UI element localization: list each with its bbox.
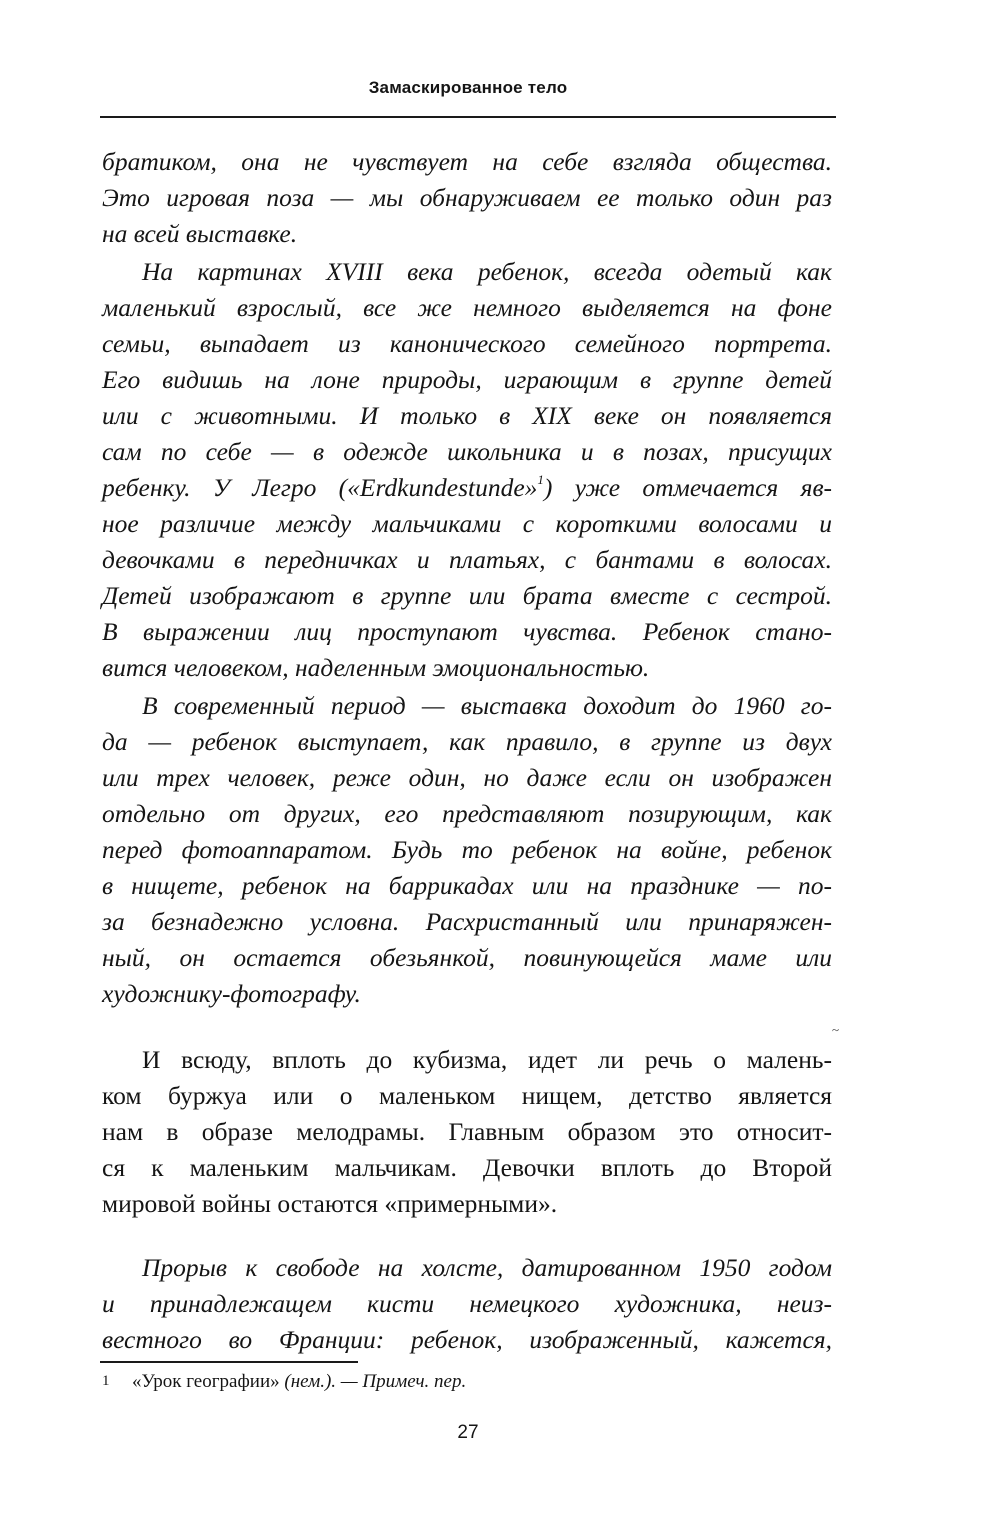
text-line: перед фотоаппаратом. Будь то ребенок на войне, ребенок — [102, 835, 832, 864]
text-line: вестного во Франции: ребенок, изображенный, кажется, — [102, 1325, 832, 1354]
text-line: ся к маленьким мальчикам. Девочки вплоть до Второй — [102, 1153, 832, 1182]
stray-mark: ~ — [832, 1022, 840, 1037]
text-line: И всюду, вплоть до кубизма, идет ли речь о малень- — [142, 1045, 832, 1074]
text-line: в нищете, ребенок на баррикадах или на празднике — по- — [102, 871, 832, 900]
text-line: Его видишь на лоне природы, играющим в группе детей — [102, 365, 832, 394]
text-line: На картинах XVIII века ребенок, всегда одетый как — [142, 257, 832, 286]
text-line: ком буржуа или о маленьком нищем, детство является — [102, 1081, 832, 1110]
footnote-text — [132, 1371, 466, 1393]
text-line: на всей выставке. — [102, 219, 298, 248]
text-line: маленький взрослый, все же немного выделяется на фоне — [102, 293, 832, 322]
text-line: Это игровая поза — мы обнаруживаем ее только один раз — [102, 183, 832, 212]
text-line: девочками в передничках и платьях, с бантами в волосах. — [102, 545, 832, 574]
text-line: ный, он остается обезьянкой, повинующейся маме или — [102, 943, 832, 972]
text-line: ное различие между мальчиками с короткими волосами и — [102, 509, 832, 538]
text-line: В выражении лиц проступают чувства. Ребенок стано- — [102, 617, 832, 646]
text-line: или трех человек, реже один, но даже если он изображен — [102, 763, 832, 792]
text-segment: ) уже отмечается яв- — [543, 473, 832, 502]
footnote-marker: 1 — [537, 472, 544, 487]
text-line: отдельно от других, его представляют позирующим, как — [102, 799, 832, 828]
text-segment: ребенку. У Легро («Erdkundestunde» — [102, 473, 538, 502]
text-line-with-footnote — [102, 470, 832, 506]
text-line: мировой войны остаются «примерными». — [102, 1189, 558, 1218]
text-line: за безнадежно условна. Расхристанный или принаряжен- — [102, 907, 832, 936]
text-line: нам в образе мелодрамы. Главным образом это относит- — [102, 1117, 832, 1146]
page-number: 27 — [457, 1422, 479, 1443]
header-rule — [100, 116, 836, 118]
text-line: сам по себе — в одежде школьника и в позах, присущих — [102, 437, 832, 466]
text-line: художнику-фотографу. — [102, 979, 361, 1008]
running-head: Замаскированное тело — [368, 78, 568, 97]
text-line: семьи, выпадает из канонического семейного портрета. — [102, 329, 832, 358]
text-line: и принадлежащем кисти немецкого художника, неиз- — [102, 1289, 832, 1318]
text-line: Детей изображают в группе или брата вместе с сестрой. — [102, 581, 832, 610]
text-line: В современный период — выставка доходит до 1960 го- — [142, 691, 832, 720]
footnote-italic: (нем.). — Примеч. пер. — [279, 1371, 467, 1392]
footnote-rule — [100, 1361, 358, 1363]
footnote-number: 1 — [102, 1373, 110, 1389]
text-line: вится человеком, наделенным эмоциональностью. — [102, 653, 650, 682]
text-line: братиком, она не чувствует на себе взгляда общества. — [102, 147, 832, 176]
text-line: да — ребенок выступает, как правило, в группе из двух — [102, 727, 832, 756]
text-line: или с животными. И только в XIX веке он появляется — [102, 401, 832, 430]
text-line: Прорыв к свободе на холсте, датированном 1950 годом — [142, 1253, 832, 1282]
footnote-upright: «Урок географии» — [132, 1371, 280, 1392]
